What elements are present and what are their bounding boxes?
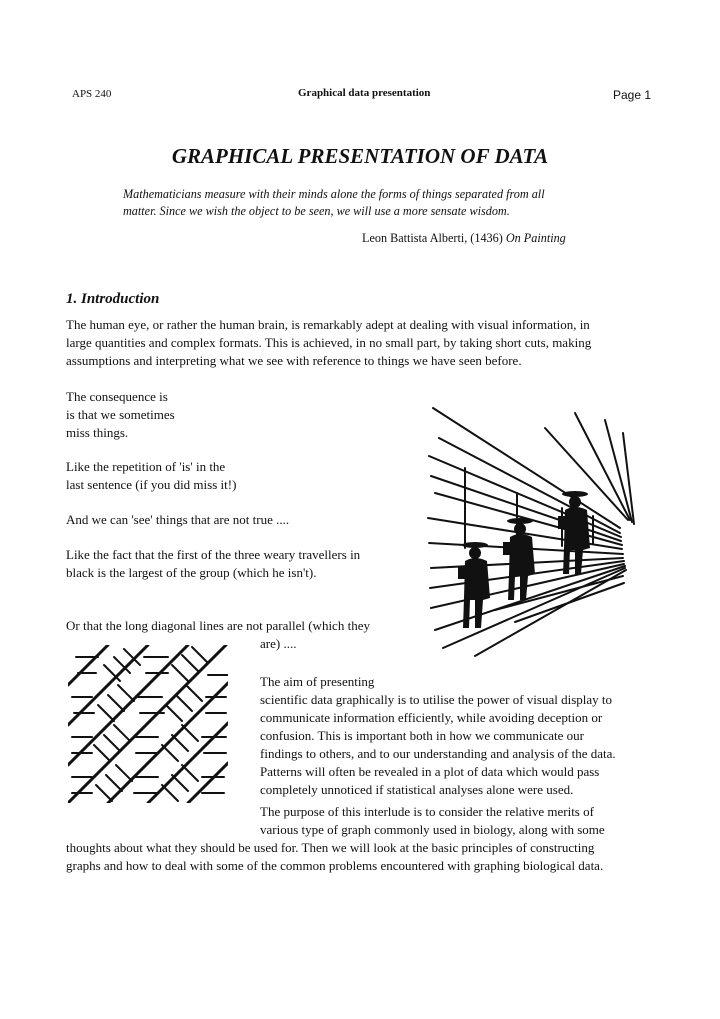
diagonal-paragraph-line: Or that the long diagonal lines are not parallel (which they (66, 618, 370, 633)
text-line: The purpose of this interlude is to consider the relative merits of (260, 804, 594, 819)
see-paragraph: And we can 'see' things that are not true .... (66, 512, 290, 527)
text-line: large quantities and complex formats. This is achieved, in no small part, by taking short cuts, making (66, 335, 592, 350)
aim-paragraph (260, 673, 660, 799)
text-line: scientific data graphically is to utilise the power of visual display to (260, 692, 612, 707)
intro-paragraph (66, 316, 656, 370)
page-title: GRAPHICAL PRESENTATION OF DATA (171, 144, 549, 168)
header-page-number: Page 1 (613, 88, 652, 102)
purpose-paragraph-indented (260, 803, 660, 839)
text-line: various type of graph commonly used in biology, along with some (260, 822, 605, 837)
text-line: graphs and how to deal with some of the common problems encountered with graphing biological data. (66, 858, 604, 873)
epigraph-line: matter. Since we wish the object to be seen, we will use a more sensate wisdom. (123, 204, 510, 218)
text-line: The human eye, or rather the human brain, is remarkably adept at dealing with visual information, in (66, 317, 590, 332)
text-line: is that we sometimes (66, 407, 175, 422)
section-heading: 1. Introduction (66, 291, 160, 307)
diagonal-paragraph-line: are) .... (260, 636, 297, 651)
epigraph-attribution (362, 231, 566, 246)
epigraph-line: Mathematicians measure with their minds alone the forms of things separated from all (123, 187, 545, 201)
text-line: black is the largest of the group (which he isn't). (66, 565, 317, 580)
consequence-paragraph (66, 388, 266, 442)
text-line: completely unnoticed if statistical analyses alone were used. (260, 782, 574, 797)
travellers-illusion-figure (425, 398, 655, 660)
text-line: findings to others, and to our understanding and analysis of the data. (260, 746, 616, 761)
header-course-code: APS 240 (72, 88, 112, 100)
text-line: miss things. (66, 425, 129, 440)
text-line: last sentence (if you did miss it!) (66, 477, 237, 492)
purpose-paragraph-full (66, 839, 666, 875)
epigraph (123, 186, 593, 220)
travellers-paragraph (66, 546, 401, 582)
attribution-author: Leon Battista Alberti, (1436) (362, 231, 503, 245)
attribution-work: On Painting (505, 231, 566, 245)
text-line: confusion. This is important both in how we communicate our (260, 728, 584, 743)
repetition-paragraph (66, 458, 316, 494)
text-line: Like the repetition of 'is' in the (66, 459, 226, 474)
text-line: thoughts about what they should be used for. Then we will look at the basic principles of constructing (66, 840, 595, 855)
text-line: assumptions and interpreting what we see with reference to things we have seen before. (66, 353, 522, 368)
zollner-illusion-figure (68, 645, 228, 803)
text-line: The aim of presenting (260, 674, 375, 689)
text-line: Patterns will often be revealed in a plot of data which would pass (260, 764, 600, 779)
text-line: The consequence is (66, 389, 168, 404)
header-title: Graphical data presentation (298, 87, 431, 99)
text-line: Like the fact that the first of the three weary travellers in (66, 547, 361, 562)
text-line: communicate information efficiently, while avoiding deception or (260, 710, 603, 725)
